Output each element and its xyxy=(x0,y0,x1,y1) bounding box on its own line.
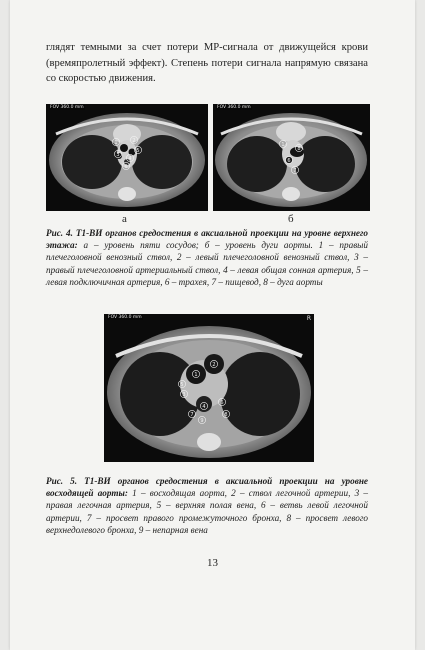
svg-text:8: 8 xyxy=(224,411,228,418)
intro-paragraph: глядят темными за счет потери МР-сигнала от движущейся крови (времяпролетный эффект). Степень потери сигнала напрямую связана со скоростью движения. xyxy=(46,42,368,84)
figure5-caption-body: 1 – восходящая аорта, 2 – ствол легочной артерии, 3 – правая легочная артерия, 5 – верхняя полая вена, 6 – ветвь левой легочной артерии, 7 – просвет правого промежуточного бронха, 8 – просвет левого верхнедолевого бронха, 9 – непарная вена xyxy=(46,488,368,535)
svg-text:6: 6 xyxy=(220,399,224,406)
orientation-marker: R xyxy=(306,315,311,322)
svg-text:4: 4 xyxy=(128,155,132,162)
figure4-caption-body: а – уровень пяти сосудов; б – уровень дуги аорты. 1 – правый плечеголовной венозный ствол, 2 – левый плечеголовной венозный ствол, 3 – правый плечеголовной артериальный ствол, 4 – левая общая сонная артерия, 5 – левая подключичная артерия, 6 – трахея, 7 – пищевод, 8 – дуга аорты xyxy=(46,240,368,287)
panel-b-label: б xyxy=(288,213,294,225)
fov-label: FOV 360.0 mm xyxy=(217,105,251,110)
svg-text:5: 5 xyxy=(180,381,184,388)
panel-a-label: а xyxy=(122,213,127,225)
svg-text:4: 4 xyxy=(202,403,206,410)
figure4-panel-a-image xyxy=(46,104,208,211)
svg-text:1: 1 xyxy=(281,141,285,148)
fov-label: FOV 360.0 mm xyxy=(108,315,142,320)
svg-text:5: 5 xyxy=(136,147,140,154)
svg-text:2: 2 xyxy=(132,137,136,144)
page-number: 13 xyxy=(207,557,218,569)
svg-text:2: 2 xyxy=(212,361,216,368)
fov-label: FOV 360.0 mm xyxy=(50,105,84,110)
mri-scan-a xyxy=(46,104,208,211)
figure4-panel-b-image xyxy=(213,104,370,211)
svg-text:3: 3 xyxy=(116,151,120,158)
svg-text:3: 3 xyxy=(182,391,186,398)
figure5-image xyxy=(104,314,314,462)
figure4-caption-head: Рис. 4. Т1-ВИ органов средостения в аксиальной проекции на уровне верхнего этажа: xyxy=(46,228,368,251)
figure5-caption xyxy=(46,475,368,536)
figure4-caption xyxy=(46,227,368,288)
mri-scan-figure5 xyxy=(104,314,314,462)
svg-text:1: 1 xyxy=(114,139,118,146)
svg-text:7: 7 xyxy=(293,167,297,174)
svg-text:8: 8 xyxy=(297,145,301,152)
svg-text:6: 6 xyxy=(124,163,128,170)
svg-text:7: 7 xyxy=(190,411,194,418)
mri-scan-b xyxy=(213,104,370,211)
svg-text:1: 1 xyxy=(194,371,198,378)
svg-text:6: 6 xyxy=(287,157,291,164)
svg-text:9: 9 xyxy=(200,417,204,424)
figure5-caption-head: Рис. 5. Т1-ВИ органов средостения в аксиальной проекции на уровне восходящей аорты: xyxy=(46,476,368,499)
